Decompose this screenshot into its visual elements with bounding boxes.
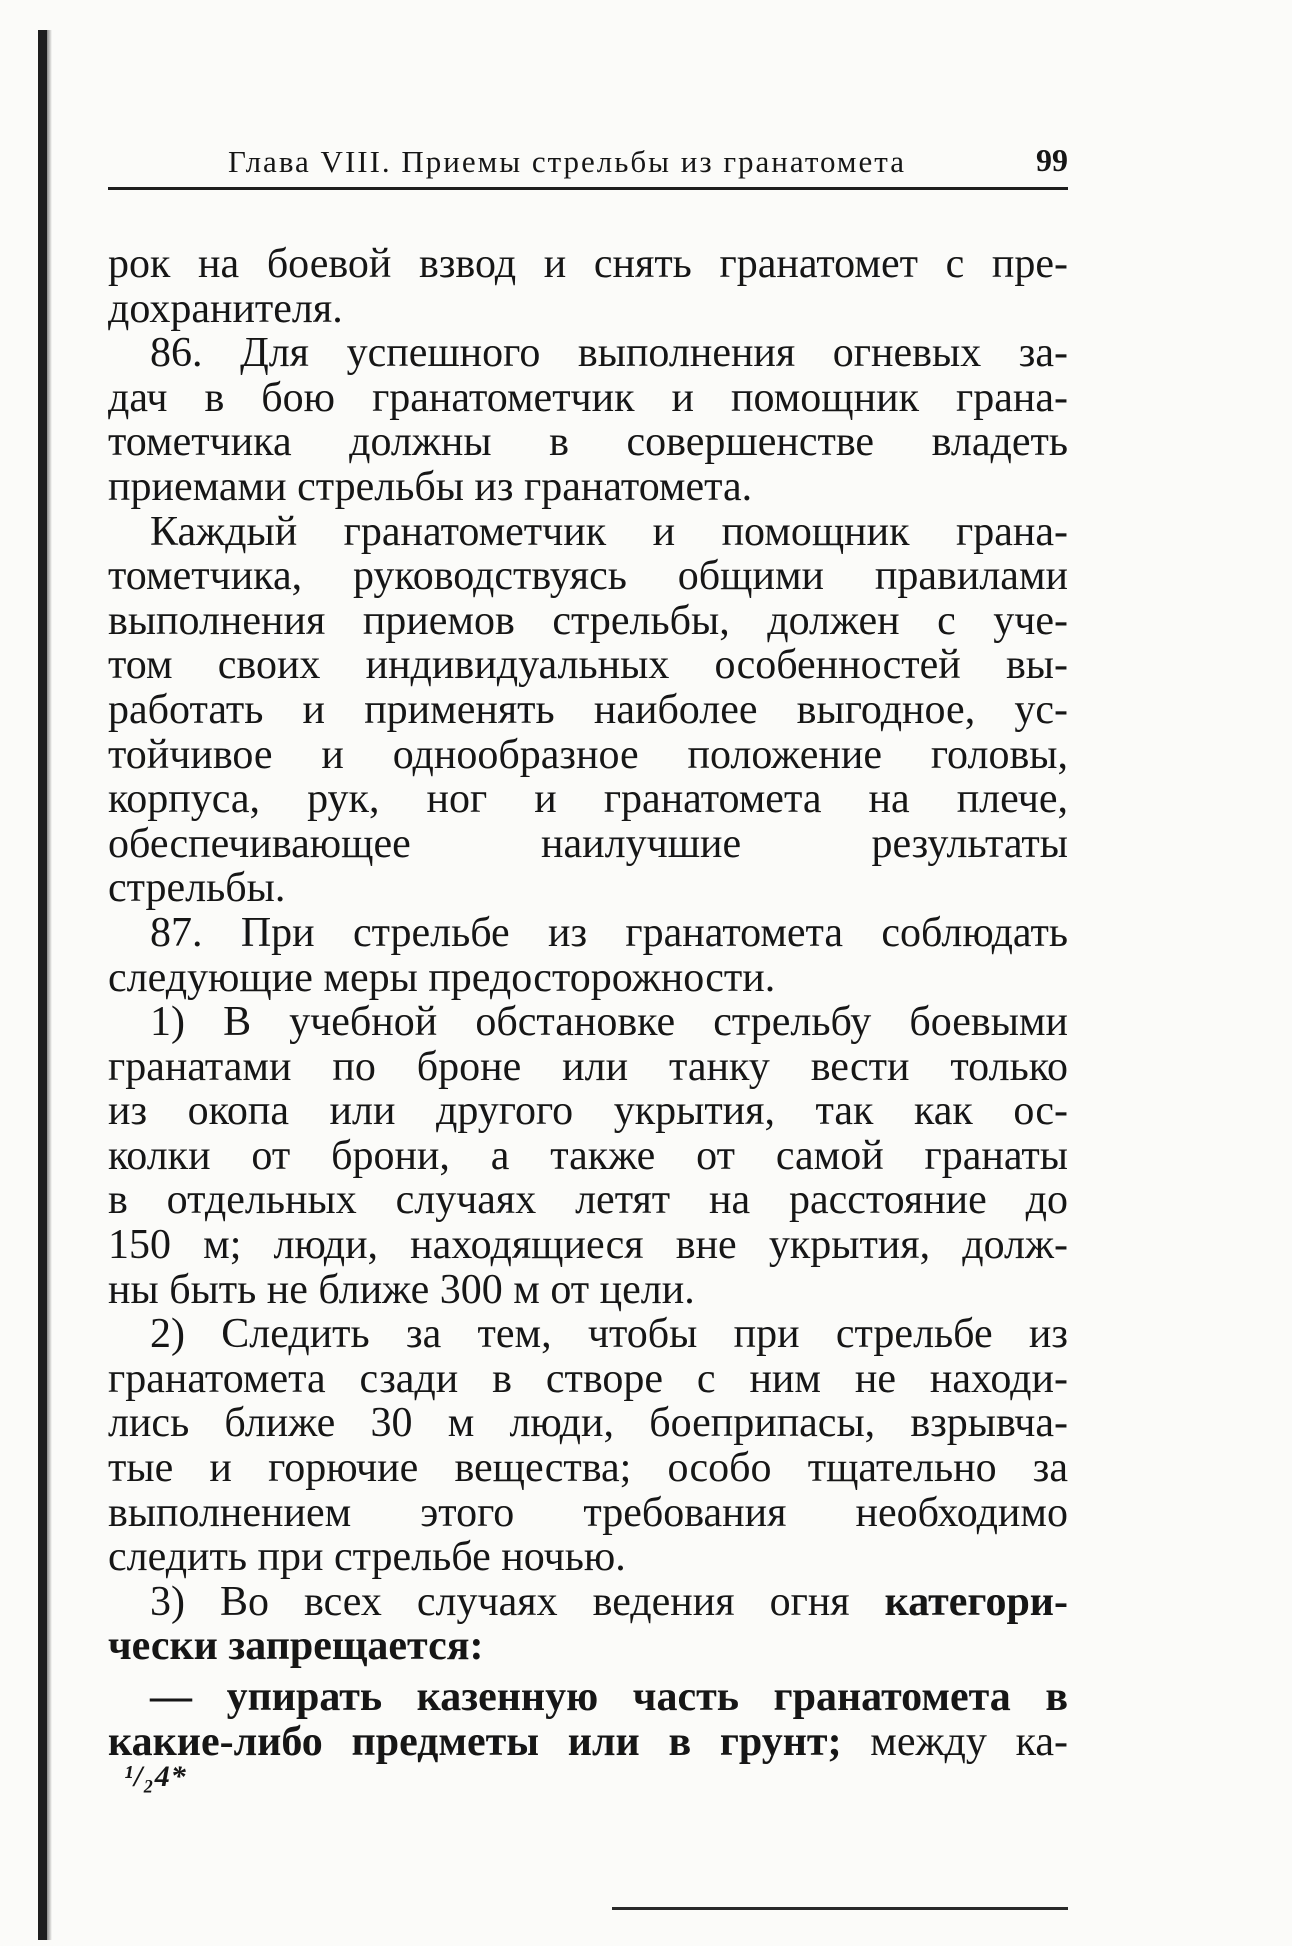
text-run: обеспечивающее наилучшие результаты (108, 820, 1068, 867)
text-run: 150 м; люди, находящиеся вне укрытия, долж- (108, 1222, 1068, 1269)
text-run: следующие меры предосторожности. (108, 954, 776, 1001)
text-line (108, 1675, 1068, 1720)
text-run: тометчика должны в совершенстве владеть (108, 419, 1068, 466)
text-run: следить при стрельбе ночью. (108, 1534, 626, 1581)
text-run: тометчика, руководствуясь общими правилами (108, 553, 1068, 600)
body-text (108, 242, 1068, 1764)
text-run: 3) Во всех случаях ведения огня (150, 1578, 885, 1625)
text-line (108, 242, 1068, 287)
book-spine-shadow (38, 30, 47, 1940)
text-line (108, 643, 1068, 688)
text-line (108, 1580, 1068, 1625)
text-line (108, 1178, 1068, 1223)
page-number: 99 (1036, 142, 1068, 178)
text-run: Каждый гранатометчик и помощник грана- (150, 508, 1068, 555)
text-line (108, 733, 1068, 778)
text-run: дохранителя. (108, 285, 343, 332)
text-line (108, 287, 1068, 332)
text-run: между ка- (841, 1718, 1068, 1765)
text-line (108, 1446, 1068, 1491)
text-line (108, 465, 1068, 510)
text-line (108, 1000, 1068, 1045)
book-spine-gradient (47, 30, 52, 1940)
text-line (108, 376, 1068, 421)
text-line (108, 777, 1068, 822)
text-run: приемами стрельбы из гранатомета. (108, 463, 753, 510)
text-line (108, 1535, 1068, 1580)
text-run: 86. Для успешного выполнения огневых за- (150, 330, 1068, 377)
text-run: работать и применять наиболее выгодное, ус- (108, 686, 1068, 733)
running-header (108, 138, 1068, 188)
printer-signature: ¹/₂4* (124, 1760, 187, 1793)
text-line (108, 510, 1068, 555)
bold-text-run: — упирать казенную часть гранатомета в (150, 1674, 1068, 1720)
text-line (108, 420, 1068, 465)
text-line (108, 911, 1068, 956)
text-line (108, 1357, 1068, 1402)
text-run: тойчивое и однообразное положение головы, (108, 731, 1068, 778)
text-line (108, 1312, 1068, 1357)
text-run: гранатомета сзади в створе с ним не находи- (108, 1355, 1068, 1402)
text-line (108, 1134, 1068, 1179)
header-rule (108, 187, 1068, 190)
text-line (108, 1401, 1068, 1446)
text-line (108, 1491, 1068, 1536)
bold-text-run: категори- (884, 1578, 1068, 1625)
text-line (108, 956, 1068, 1001)
text-run: выполнения приемов стрельбы, должен с уче- (108, 597, 1068, 644)
text-line (108, 1624, 1068, 1669)
text-run: из окопа или другого укрытия, так как ос- (108, 1088, 1068, 1135)
text-line (108, 1720, 1068, 1765)
text-line (108, 688, 1068, 733)
text-line (108, 331, 1068, 376)
text-run: стрельбы. (108, 865, 286, 912)
text-run: в отдельных случаях летят на расстояние до (108, 1177, 1068, 1224)
text-line (108, 554, 1068, 599)
bold-text-run: какие-либо предметы или в грунт; (108, 1718, 842, 1765)
text-run: дач в бою гранатометчик и помощник грана- (108, 374, 1068, 421)
text-line (108, 1045, 1068, 1090)
text-run: выполнением этого требования необходимо (108, 1489, 1068, 1536)
text-run: корпуса, рук, ног и гранатомета на плече, (108, 776, 1068, 823)
text-run: гранатами по броне или танку вести только (108, 1043, 1068, 1090)
chapter-title: Глава VIII. Приемы стрельбы из гранатомета (228, 144, 906, 179)
text-run: том своих индивидуальных особенностей вы- (108, 642, 1068, 689)
text-run: ны быть не ближе 300 м от цели. (108, 1266, 695, 1313)
text-line (108, 599, 1068, 644)
text-run: рок на боевой взвод и снять гранатомет с пре- (108, 241, 1068, 287)
text-run: 2) Следить за тем, чтобы при стрельбе из (150, 1311, 1068, 1358)
text-run: тые и горючие вещества; особо тщательно за (108, 1445, 1068, 1492)
text-line (108, 1089, 1068, 1134)
text-line (108, 866, 1068, 911)
text-run: колки от брони, а также от самой гранаты (108, 1132, 1068, 1179)
text-run: лись ближе 30 м люди, боеприпасы, взрывча- (108, 1400, 1068, 1447)
bottom-rule (612, 1907, 1068, 1910)
text-line (108, 1223, 1068, 1268)
text-line (108, 822, 1068, 867)
text-run: 1) В учебной обстановке стрельбу боевыми (150, 999, 1068, 1046)
bold-text-run: чески запрещается: (108, 1623, 484, 1670)
text-run: 87. При стрельбе из гранатомета соблюдать (150, 909, 1068, 956)
text-line (108, 1268, 1068, 1313)
